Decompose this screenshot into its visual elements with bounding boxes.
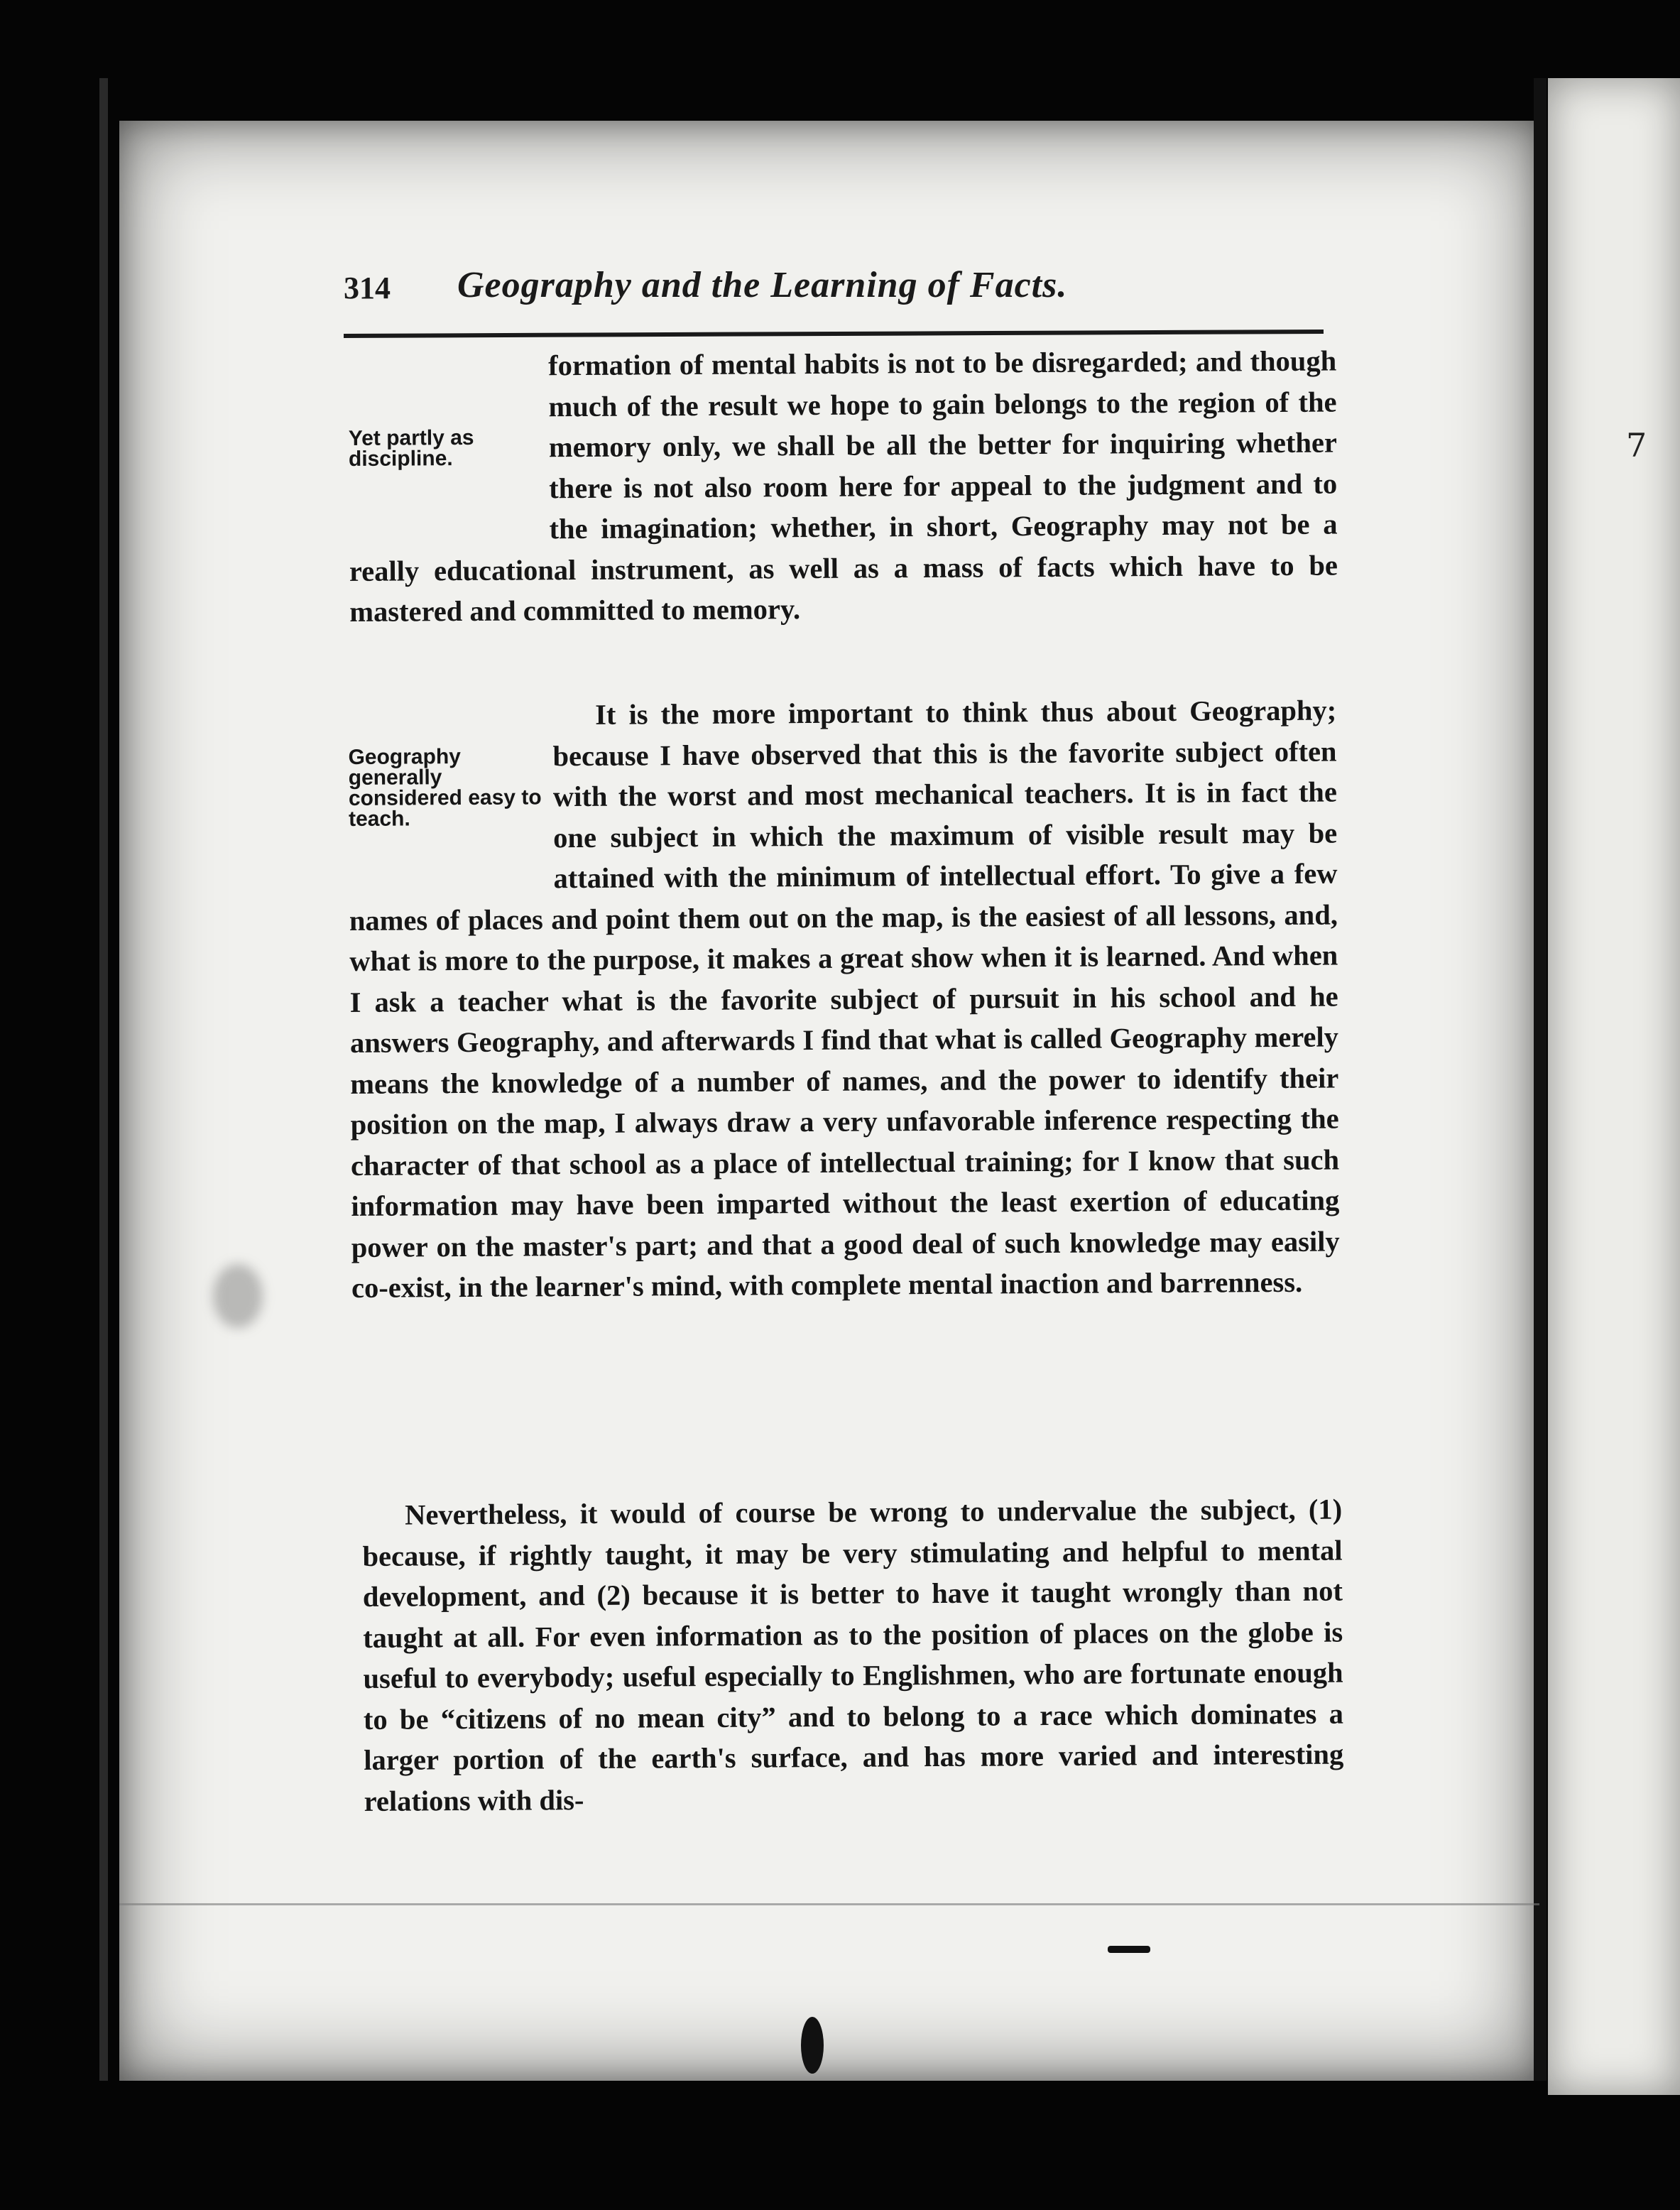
- page-number: 314: [344, 271, 391, 305]
- paragraph-3: [362, 1489, 1344, 1822]
- scan-speck: [1108, 1946, 1150, 1953]
- paragraph-2: [348, 690, 1340, 1308]
- running-title: Geography and the Learning of Facts.: [457, 265, 1068, 305]
- adjacent-page-edge: [1548, 78, 1680, 2095]
- sidenote-discipline: Yet partly as discipline.: [348, 425, 474, 471]
- ink-blot: [801, 2017, 824, 2074]
- ink-smudge: [213, 1264, 263, 1328]
- page-header: [344, 264, 1316, 321]
- page-gutter-line: [1534, 78, 1547, 2081]
- scan-artifact-line: [119, 1903, 1539, 1905]
- left-binding-edge: [99, 78, 108, 2081]
- sidenote-easy-to-teach: Geography generally considered easy to teach.: [348, 745, 542, 831]
- paragraph-1: [348, 340, 1338, 632]
- paragraph-1-body: formation of mental habits is not to be disregarded; and though much of the result we hope to gain belongs to the region of the memory only, we shall be all the better for inquiring whether there is not also room here for appeal to the judgment and to the imagination; whether, in short, Geography may not be a really educational instrument, as well as a mass of facts which have to be mastered and committed to memory.: [349, 344, 1338, 628]
- margin-pencil-mark: 7: [1626, 426, 1647, 464]
- paragraph-2-body: It is the more important to think thus about Geography; because I have observed that this is the favorite subject often with the worst and most mechanical teachers. It is in fact the one subject in which the maximum of visible result may be attained with the minimum of intellectual effort. To give a few names of places and point them out on the map, is the easiest of all lessons, and, what is more to the purpose, it makes a great show when it is learned. And when I ask a teacher what is the favorite subject of pursuit in his school and he answers Geography, and afterwards I find that what is called Geography merely means the knowledge of a number of names, and the power to identify their position on the map, I always draw a very unfavorable inference respecting the character of that school as a place of intellectual training; for I know that such information may have been imparted without the least exertion of educating power on the master's part; and that a good deal of such knowledge may easily co-exist, in the learner's mind, with complete mental inaction and barrenness.: [349, 694, 1340, 1304]
- paragraph-3-body: Nevertheless, it would of course be wrong to undervalue the subject, (1) because, if rightly taught, it may be very stimulating and helpful to mental development, and (2) because it is better to have it taught wrongly than not taught at all. For even information as to the position of places on the globe is useful to everybody; useful especially to Englishmen, who are fortunate enough to be “citizens of no mean city” and to belong to a race which dominates a larger portion of the earth's surface, and has more varied and interesting relations with dis-: [362, 1493, 1344, 1817]
